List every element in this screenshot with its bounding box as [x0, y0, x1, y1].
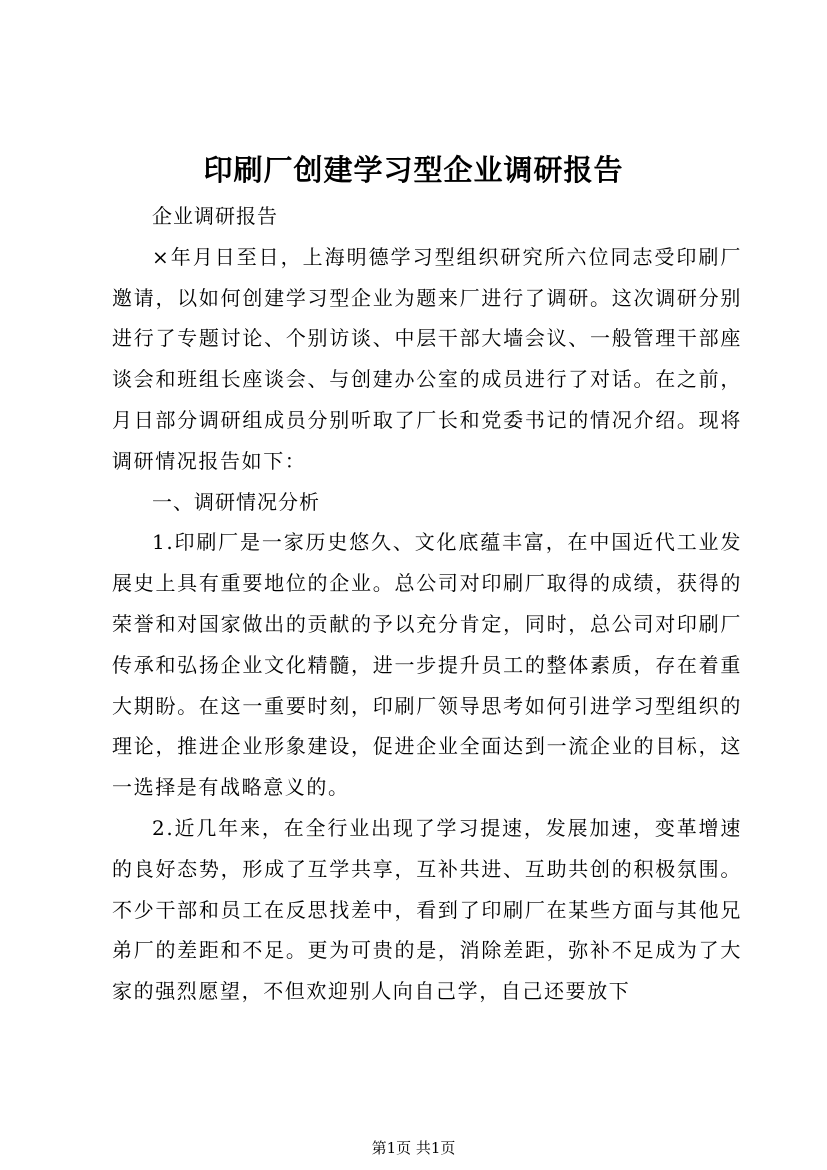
paragraph-intro: ×年月日至日，上海明德学习型组织研究所六位同志受印刷厂邀请，以如何创建学习型企业为题来厂进行了调研。这次调研分别进行了专题讨论、个别访谈、中层干部大墙会议、一般管理干部座谈会和班组长座谈会、与创建办公室的成员进行了对话。在之前，月日部分调研组成员分别听取了厂长和党委书记的情况介绍。现将调研情况报告如下：: [112, 244, 742, 473]
paragraph-point-1: 1.印刷厂是一家历史悠久、文化底蕴丰富，在中国近代工业发展史上具有重要地位的企业。总公司对印刷厂取得的成绩，获得的荣誉和对国家做出的贡献的予以充分肯定，同时，总公司对印刷厂传承和弘扬企业文化精髓，进一步提升员工的整体素质，存在着重大期盼。在这一重要时刻，印刷厂领导思考如何引进学习型组织的理论，推进企业形象建设，促进企业全面达到一流企业的目标，这一选择是有战略意义的。: [112, 530, 742, 800]
paragraph-point-2: 2.近几年来，在全行业出现了学习提速，发展加速，变革增速的良好态势，形成了互学共享，互补共进、互助共创的积极氛围。不少干部和员工在反思找差中，看到了印刷厂在某些方面与其他兄弟厂的差距和不足。更为可贵的是，消除差距，弥补不足成为了大家的强烈愿望，不但欢迎别人向自己学，自己还要放下: [112, 815, 742, 1004]
section-heading: 一、调研情况分析: [152, 489, 320, 514]
paragraph-subtitle: 企业调研报告: [152, 204, 278, 228]
page-number-footer: 第1页 共1页: [371, 1139, 456, 1157]
document-title: 印刷厂创建学习型企业调研报告: [203, 153, 624, 187]
document-body: [112, 196, 742, 1012]
